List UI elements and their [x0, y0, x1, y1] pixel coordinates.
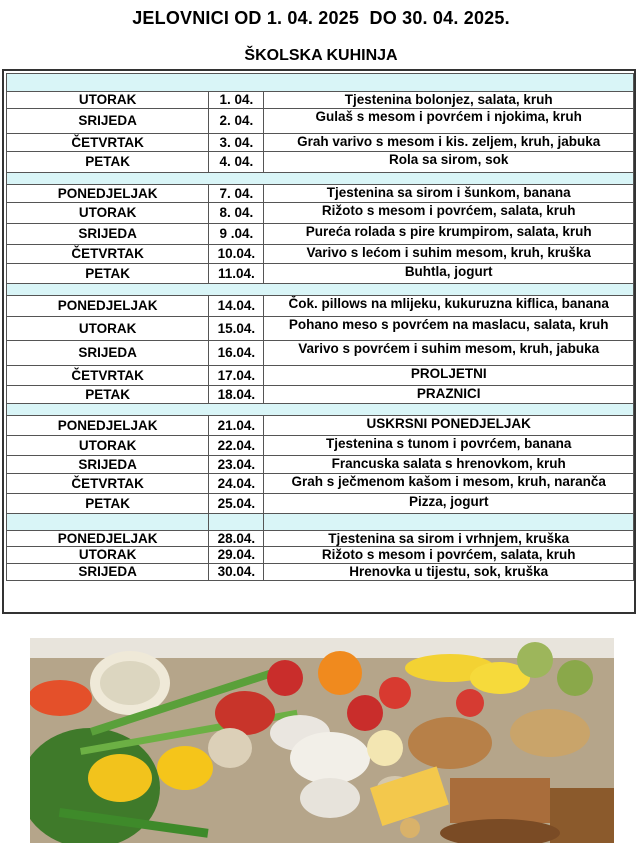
menu-table-frame — [2, 69, 636, 614]
table-row — [7, 203, 634, 224]
dish-cell: Tjestenina bolonjez, salata, kruh — [264, 92, 634, 109]
day-cell: UTORAK — [7, 92, 209, 109]
day-cell: PETAK — [7, 152, 209, 173]
date-cell: 30.04. — [209, 564, 264, 581]
date-cell: 14.04. — [209, 296, 264, 317]
day-cell: PONEDJELJAK — [7, 416, 209, 436]
table-row — [7, 134, 634, 152]
day-cell: PONEDJELJAK — [7, 185, 209, 203]
day-cell: PETAK — [7, 264, 209, 284]
day-cell: SRIJEDA — [7, 109, 209, 134]
date-cell: 18.04. — [209, 386, 264, 404]
dish-cell: Francuska salata s hrenovkom, kruh — [264, 456, 634, 474]
table-row — [7, 474, 634, 494]
date-cell: 8. 04. — [209, 203, 264, 224]
table-row — [7, 224, 634, 245]
date-cell: 28.04. — [209, 531, 264, 547]
separator-cell — [7, 404, 634, 416]
table-row — [7, 109, 634, 134]
table-row — [7, 456, 634, 474]
table-row — [7, 185, 634, 203]
week-separator — [7, 514, 634, 531]
date-cell: 11.04. — [209, 264, 264, 284]
day-cell: PETAK — [7, 494, 209, 514]
day-cell: PONEDJELJAK — [7, 531, 209, 547]
dish-cell: Grah s ječmenom kašom i mesom, kruh, naranča — [264, 474, 634, 494]
table-row — [7, 341, 634, 366]
date-cell: 16.04. — [209, 341, 264, 366]
dish-cell: Tjestenina sa sirom i vrhnjem, kruška — [264, 531, 634, 547]
day-cell: UTORAK — [7, 317, 209, 341]
dish-cell: Varivo s lećom i suhim mesom, kruh, kruška — [264, 245, 634, 264]
dish-cell: Rižoto s mesom i povrćem, salata, kruh — [264, 547, 634, 564]
table-row — [7, 92, 634, 109]
day-cell: ČETVRTAK — [7, 474, 209, 494]
dish-cell: PRAZNICI — [264, 386, 634, 404]
date-cell: 3. 04. — [209, 134, 264, 152]
date-cell: 15.04. — [209, 317, 264, 341]
table-row — [7, 152, 634, 173]
dish-cell: Pohano meso s povrćem na maslacu, salata, kruh — [264, 317, 634, 341]
table-row — [7, 317, 634, 341]
dish-cell: USKRSNI PONEDJELJAK — [264, 416, 634, 436]
week-separator — [7, 74, 634, 92]
dish-cell: Varivo s povrćem i suhim mesom, kruh, jabuka — [264, 341, 634, 366]
dish-cell: Buhtla, jogurt — [264, 264, 634, 284]
date-cell: 21.04. — [209, 416, 264, 436]
week-separator — [7, 173, 634, 185]
date-cell: 24.04. — [209, 474, 264, 494]
table-row — [7, 531, 634, 547]
day-cell: SRIJEDA — [7, 456, 209, 474]
dish-cell: Gulaš s mesom i povrćem i njokima, kruh — [264, 109, 634, 134]
menu-table — [6, 73, 634, 581]
table-row — [7, 296, 634, 317]
dish-cell: PROLJETNI — [264, 366, 634, 386]
date-cell: 10.04. — [209, 245, 264, 264]
table-row — [7, 366, 634, 386]
table-row — [7, 436, 634, 456]
day-cell: UTORAK — [7, 436, 209, 456]
food-illustration — [30, 638, 614, 843]
separator-cell — [7, 514, 209, 531]
date-cell: 4. 04. — [209, 152, 264, 173]
day-cell: UTORAK — [7, 203, 209, 224]
dish-cell: Hrenovka u tijestu, sok, kruška — [264, 564, 634, 581]
table-row — [7, 547, 634, 564]
date-cell: 17.04. — [209, 366, 264, 386]
day-cell: ČETVRTAK — [7, 366, 209, 386]
week-separator — [7, 404, 634, 416]
date-cell: 1. 04. — [209, 92, 264, 109]
dish-cell: Čok. pillows na mlijeku, kukuruzna kiflica, banana — [264, 296, 634, 317]
separator-cell — [7, 284, 634, 296]
dish-cell: Tjestenina s tunom i povrćem, banana — [264, 436, 634, 456]
week-separator — [7, 284, 634, 296]
separator-cell — [209, 514, 264, 531]
separator-cell — [7, 74, 634, 92]
menu-table-body — [7, 74, 634, 581]
page-subtitle: ŠKOLSKA KUHINJA — [244, 47, 398, 64]
day-cell: ČETVRTAK — [7, 245, 209, 264]
food-photo — [30, 638, 614, 843]
page-title: JELOVNICI OD 1. 04. 2025 DO 30. 04. 2025. — [132, 8, 510, 28]
date-cell: 22.04. — [209, 436, 264, 456]
dish-cell: Rola sa sirom, sok — [264, 152, 634, 173]
table-row — [7, 564, 634, 581]
date-cell: 25.04. — [209, 494, 264, 514]
day-cell: SRIJEDA — [7, 224, 209, 245]
table-row — [7, 416, 634, 436]
dish-cell: Grah varivo s mesom i kis. zeljem, kruh, jabuka — [264, 134, 634, 152]
table-row — [7, 245, 634, 264]
date-cell: 9 .04. — [209, 224, 264, 245]
day-cell: UTORAK — [7, 547, 209, 564]
table-row — [7, 386, 634, 404]
separator-cell — [264, 514, 634, 531]
dish-cell: Pizza, jogurt — [264, 494, 634, 514]
table-row — [7, 264, 634, 284]
date-cell: 23.04. — [209, 456, 264, 474]
day-cell: PONEDJELJAK — [7, 296, 209, 317]
dish-cell: Pureća rolada s pire krumpirom, salata, kruh — [264, 224, 634, 245]
date-cell: 7. 04. — [209, 185, 264, 203]
dish-cell: Rižoto s mesom i povrćem, salata, kruh — [264, 203, 634, 224]
date-cell: 29.04. — [209, 547, 264, 564]
day-cell: PETAK — [7, 386, 209, 404]
day-cell: ČETVRTAK — [7, 134, 209, 152]
dish-cell: Tjestenina sa sirom i šunkom, banana — [264, 185, 634, 203]
day-cell: SRIJEDA — [7, 564, 209, 581]
day-cell: SRIJEDA — [7, 341, 209, 366]
table-row — [7, 494, 634, 514]
separator-cell — [7, 173, 634, 185]
date-cell: 2. 04. — [209, 109, 264, 134]
